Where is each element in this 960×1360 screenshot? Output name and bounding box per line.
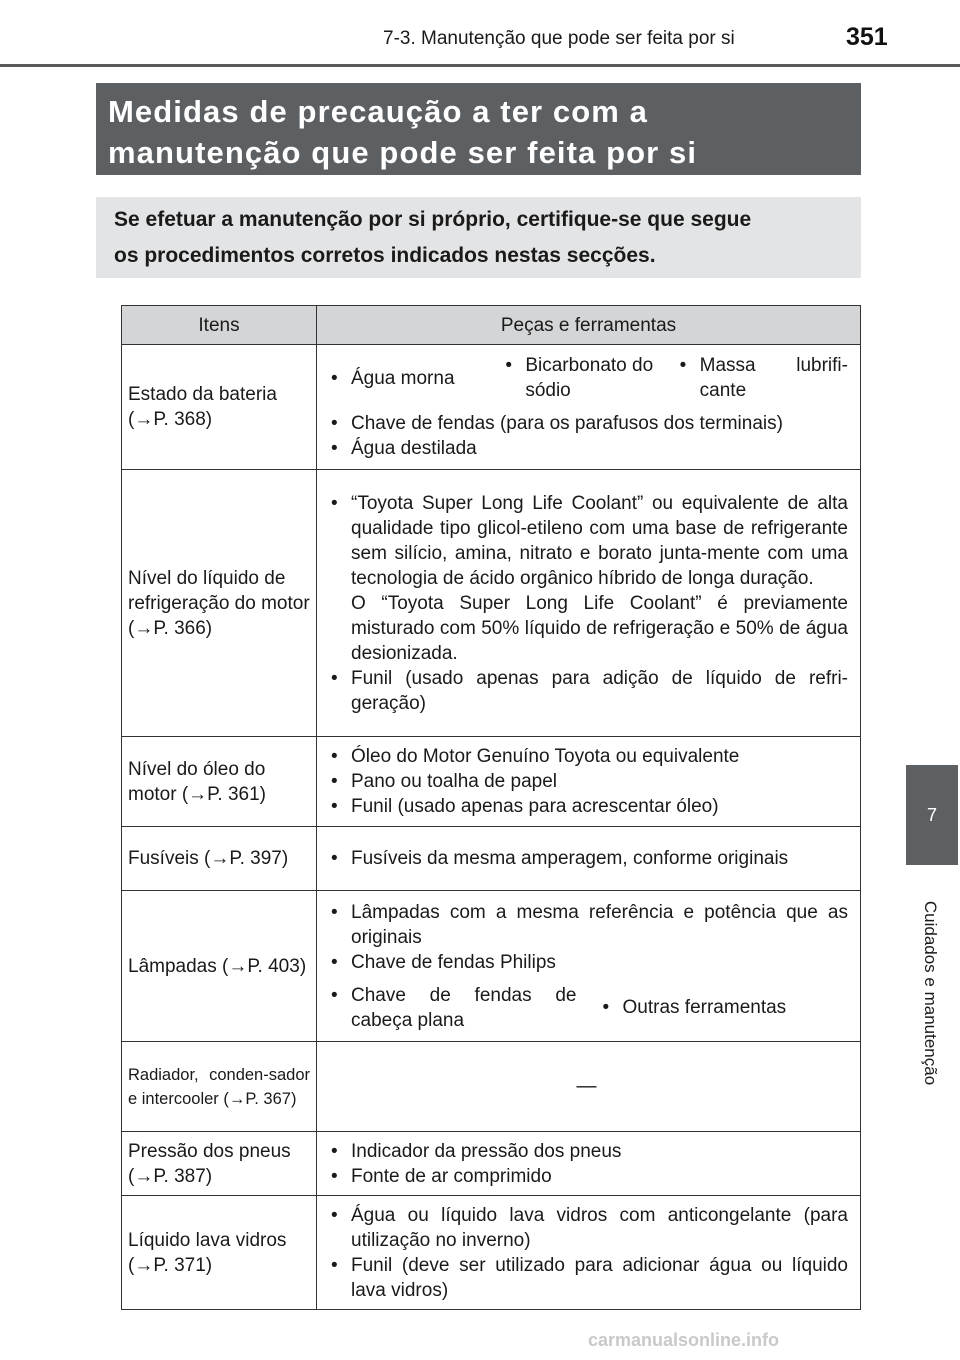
item-cell: Nível do óleo do motor (→P. 361) [122,737,317,827]
page-title [96,83,861,175]
table-row [122,470,861,737]
watermark: carmanualsonline.info [588,1330,780,1350]
list-item: • Funil (usado apenas para adição de líquido de refri-geração) [325,666,848,716]
table-header-row [122,306,861,345]
parts-row [325,983,848,1033]
table-row [122,737,861,827]
parts-cell [317,1132,861,1196]
list-item: • Fonte de ar comprimido [325,1164,848,1189]
list-item: • Fusíveis da mesma amperagem, conforme originais [325,846,848,871]
item-cell: Radiador, conden-sador e intercooler (→P. 367) [122,1042,317,1132]
intro-note [96,197,861,278]
chapter-label-text: Cuidados e manutenção [921,900,940,1086]
parts-cell [317,345,861,470]
list-item: • Massa lubrifi-cante [674,353,848,403]
parts-cell [317,891,861,1042]
parts-cell [317,470,861,737]
parts-row [325,353,848,403]
table-row [122,1042,861,1132]
list-item: • Funil (usado apenas para acrescentar óleo) [325,794,848,819]
table-row [122,827,861,891]
list-item: • Funil (deve ser utilizado para adicionar água ou líquido lava vidros) [325,1253,848,1303]
chapter-tab: 7 [906,765,958,865]
list-item: • Água morna [325,366,499,391]
list-item-text: • “Toyota Super Long Life Coolant” ou equivalente de alta qualidade tipo glicol-etileno com uma base de refrigerante sem silício, amina, nitrato e borato junta-mente com uma tecnologia de ácido orgânico híbrido de longa duração. [351,492,848,589]
table-row [122,891,861,1042]
page-title-line-2: manutenção que pode ser feita por si [108,135,698,170]
item-cell: Lâmpadas (→P. 403) [122,891,317,1042]
parts-cell [317,1196,861,1310]
intro-note-line-2: os procedimentos corretos indicados nestas secções. [114,244,656,267]
parts-cell [317,827,861,891]
page-title-line-1: Medidas de precaução a ter com a [108,94,649,129]
item-cell: Nível do líquido de refrigeração do motor (→P. 366) [122,470,317,737]
list-item-note: O “Toyota Super Long Life Coolant” é previamente misturado com 50% líquido de refrigeração e 50% de água desionizada. [351,592,848,664]
list-item: • Outras ferramentas [597,995,849,1020]
parts-cell [317,737,861,827]
intro-note-line-1: Se efetuar a manutenção por si próprio, certifique-se que segue [114,208,752,231]
header-rule [0,64,960,67]
chapter-label [902,878,958,1108]
item-cell: Pressão dos pneus (→P. 387) [122,1132,317,1196]
item-cell: Fusíveis (→P. 397) [122,827,317,891]
list-item: • Chave de fendas de cabeça plana [325,983,597,1033]
list-item: • Indicador da pressão dos pneus [325,1139,848,1164]
table-row [122,345,861,470]
item-cell: Estado da bateria (→P. 368) [122,345,317,470]
list-item: • Óleo do Motor Genuíno Toyota ou equivalente [325,744,848,769]
column-header-items: Itens [122,306,317,345]
list-item: • Água destilada [325,436,848,461]
list-item: • Lâmpadas com a mesma referência e potência que as originais [325,900,848,950]
list-item: • Bicarbonato do sódio [499,353,673,403]
table-row [122,1132,861,1196]
table-row [122,1196,861,1310]
list-item [325,491,848,666]
page-number: 351 [846,23,888,51]
list-item: • Chave de fendas Philips [325,950,848,975]
parts-cell: — [317,1042,861,1132]
item-cell: Líquido lava vidros (→P. 371) [122,1196,317,1310]
list-item: • Chave de fendas (para os parafusos dos terminais) [325,411,848,436]
list-item: • Água ou líquido lava vidros com anticongelante (para utilização no inverno) [325,1203,848,1253]
list-item: • Pano ou toalha de papel [325,769,848,794]
header-section-title: 7-3. Manutenção que pode ser feita por si [383,28,735,49]
column-header-parts: Peças e ferramentas [317,306,861,345]
maintenance-table [121,305,861,1310]
